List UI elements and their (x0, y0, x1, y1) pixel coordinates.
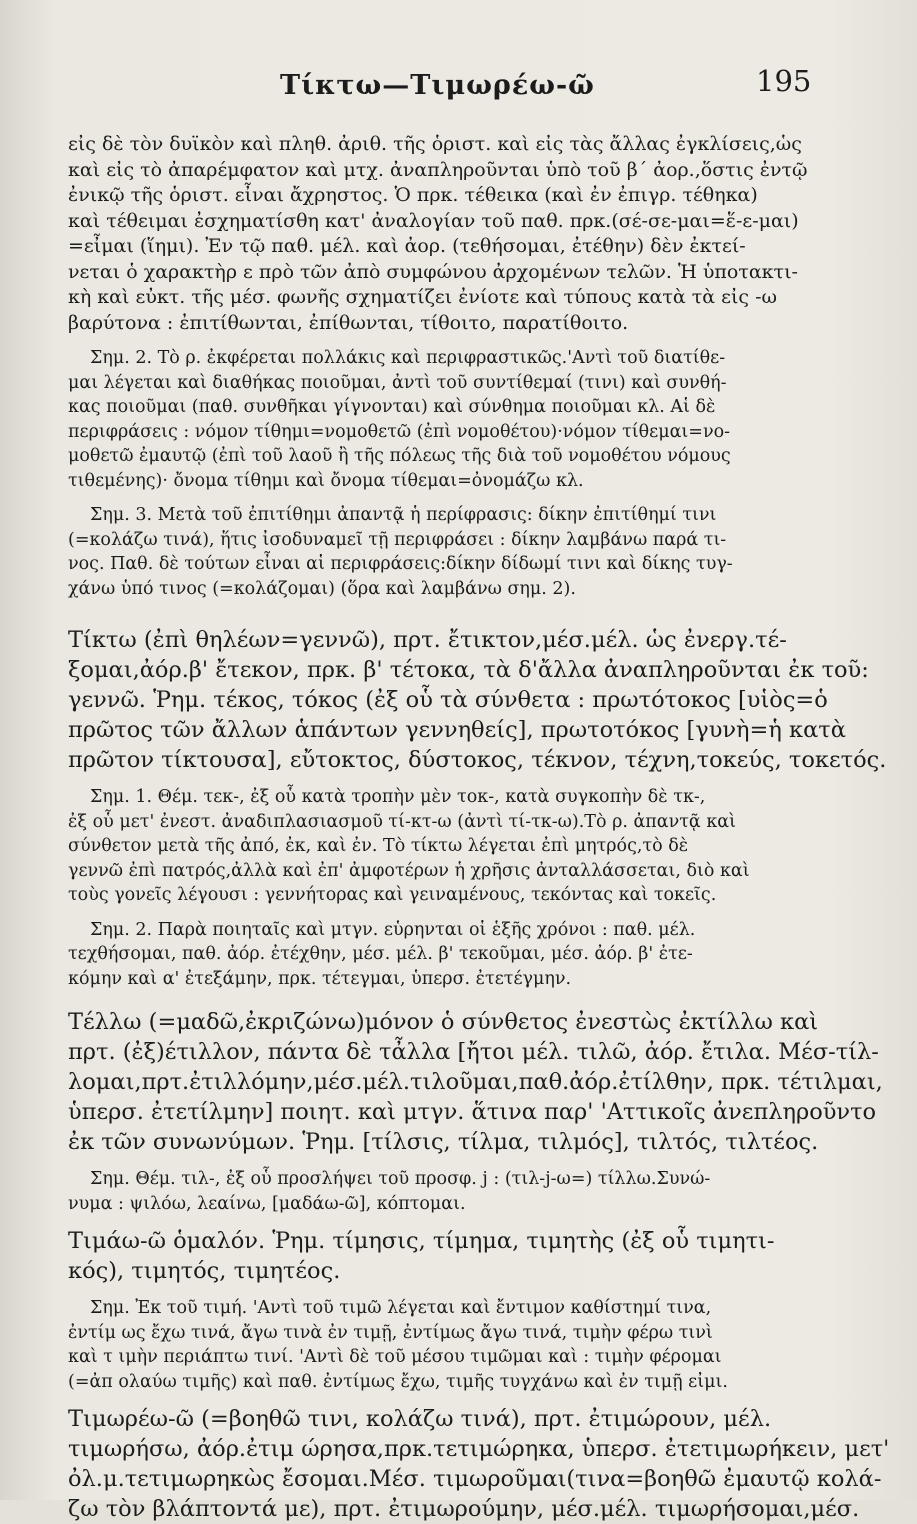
text-line: μοθετῶ ἐμαυτῷ (ἐπὶ τοῦ λαοῦ ἢ τῆς πόλεως τῆς διὰ τοῦ νομοθέτου νόμους (68, 446, 731, 466)
page-body (68, 132, 890, 1522)
note-2 (68, 346, 858, 493)
text-line: πρῶτον τίκτουσα], εὔτοκτος, δύστοκος, τέκνον, τέχνη,τοκεύς, τοκετός. (68, 747, 887, 773)
text-line: κόμην καὶ α' ἐτεξάμην, πρκ. τέτεγμαι, ὑπερσ. ἐτετέγμην. (68, 968, 572, 989)
running-head (0, 64, 917, 120)
text-line: Σημ. Ἐκ τοῦ τιμή. 'Αντὶ τοῦ τιμῶ λέγεται καὶ ἔντιμον καθίστημί τινα, (90, 1298, 712, 1318)
text-line: καὶ τέθειμαι ἐσχηματίσθη κατ' ἀναλογίαν τοῦ παθ. πρκ.(σέ-σε-μαι=ἕ-ε-μαι) (68, 209, 799, 232)
text-line: λομαι,πρτ.ἐτιλλόμην,μέσ.μέλ.τιλοῦμαι,παθ.ἀόρ.ἐτίλθην, πρκ. τέτιλμαι, (68, 1069, 883, 1095)
text-line: σύνθετον μετὰ τῆς ἀπό, ἐκ, καὶ ἐν. Τὸ τίκτω λέγεται ἐπὶ μητρός,τὸ δὲ (68, 836, 689, 856)
text-line: Τιμωρέω-ῶ (=βοηθῶ τινι, κολάζω τινά), πρτ. ἐτιμώρουν, μέλ. (68, 1406, 772, 1432)
text-line: ζω τὸν βλάπτοντά με), πρτ. ἐτιμωρούμην, μέσ.μέλ. τιμωρήσομαι,μέσ. (68, 1496, 860, 1522)
text-line: (=ἀπ ολαύω τιμῆς) καὶ παθ. ἐντίμως ἔχω, τιμῆς τυγχάνω καὶ ἐν τιμῇ εἰμι. (68, 1371, 728, 1392)
text-line: ἐξ οὗ μετ' ἐνεστ. ἀναδιπλασιασμοῦ τί-κτ-ω (ἀντὶ τί-τκ-ω).Τὸ ρ. ἀπαντᾷ καὶ (68, 811, 736, 832)
entry-timoreo (68, 1404, 890, 1524)
text-line: =εἶμαι (ἵημι). Ἐν τῷ παθ. μέλ. καὶ ἀορ. (τεθήσομαι, ἐτέθην) δὲν ἐκτεί- (68, 235, 746, 257)
text-line: πρτ. (ἐξ)έτιλλον, πάντα δὲ τἆλλα [ἤτοι μέλ. τιλῶ, ἀόρ. ἔτιλα. Μέσ-τίλ- (68, 1039, 879, 1065)
text-line: καὶ εἰς τὸ ἀπαρέμφατον καὶ μτχ. ἀναπληροῦνται ὑπὸ τοῦ β΄ ἀορ.,ὅστις ἐντῷ (68, 158, 808, 181)
entry-tello (68, 1007, 883, 1157)
text-line: χάνω ὑπό τινος (=κολάζομαι) (ὅρα καὶ λαμβάνω σημ. 2). (68, 578, 576, 599)
text-line: γεννῶ ἐπὶ πατρός,ἀλλὰ καὶ ἐπ' ἀμφοτέρων ἡ χρῆσις ἀνταλλάσσεται, διὸ καὶ (68, 860, 750, 881)
text-line: Τιμάω-ῶ ὁμαλόν. Ῥημ. τίμησις, τίμημα, τιμητὴς (ἐξ οὗ τιμητι- (68, 1228, 775, 1254)
text-line: καὶ τ ιμὴν περιάπτω τινί. 'Αντὶ δὲ τοῦ μέσου τιμῶμαι καὶ : τιμὴν φέρομαι (68, 1347, 722, 1367)
text-line: Σημ. Θέμ. τιλ-, ἐξ οὗ προσλήψει τοῦ προσφ. j : (τιλ-j-ω=) τίλλω.Συνώ- (90, 1169, 711, 1189)
text-line: βαρύτονα : ἐπιτίθωνται, ἐπίθωνται, τίθοιτο, παρατίθοιτο. (68, 311, 629, 334)
text-line: περιφράσεις : νόμον τίθημι=νομοθετῶ (ἐπὶ νομοθέτου)·νόμον τίθεμαι=νο- (68, 421, 731, 442)
text-line: νεται ὁ χαρακτὴρ ε πρὸ τῶν ἀπὸ συμφώνου ἀρχομένων τελῶν. Ἡ ὑποτακτι- (68, 260, 798, 283)
text-line: κὴ καὶ εὐκτ. τῆς μέσ. φωνῆς σχηματίζει ἐνίοτε καὶ τύπους κατὰ τὰ εἰς -ω (68, 286, 778, 308)
text-line: ξομαι,ἀόρ.β' ἔτεκον, πρκ. β' τέτοκα, τὰ δ'ἄλλα ἀναπληροῦνται ἐκ τοῦ: (68, 657, 869, 683)
text-line: πρῶτος τῶν ἄλλων ἁπάντων γεννηθείς], πρωτοτόκος [γυνὴ=ἡ κατὰ (68, 717, 846, 743)
text-line: τοὺς γονεῖς λέγουσι : γεννήτορας καὶ γειναμένους, τεκόντας καὶ τοκεῖς. (68, 885, 717, 905)
text-line: Σημ. 2. Τὸ ρ. ἐκφέρεται πολλάκις καὶ περιφραστικῶς.'Αντὶ τοῦ διατίθε- (90, 348, 726, 368)
text-line: τιμωρήσω, ἀόρ.ἐτιμ ώρησα,πρκ.τετιμώρηκα, ὑπερσ. ἐτετιμωρήκειν, μετ' (68, 1436, 890, 1462)
running-title: Τίκτω—Τιμωρέω-ῶ (280, 70, 595, 101)
text-line: τιθεμένης)· ὄνομα τίθημι καὶ ὄνομα τίθεμαι=ὀνομάζω κλ. (68, 470, 584, 491)
text-line: τεχθήσομαι, παθ. ἀόρ. ἐτέχθην, μέσ. μέλ. β' τεκοῦμαι, μέσ. ἀόρ. β' ἐτε- (68, 944, 693, 964)
text-line: Σημ. 2. Παρὰ ποιηταῖς καὶ μτγν. εὑρηνται οἱ ἑξῆς χρόνοι : παθ. μέλ. (90, 919, 696, 940)
entry-tikto (68, 625, 887, 775)
text-line: Σημ. 1. Θέμ. τεκ-, ἐξ οὗ κατὰ τροπὴν μὲν τοκ-, κατὰ συγκοπὴν δὲ τκ-, (90, 787, 706, 807)
text-line: κός), τιμητός, τιμητέος. (68, 1258, 341, 1284)
text-line: ἐντίμ ως ἔχω τινά, ἄγω τινὰ ἐν τιμῇ, ἐντίμως ἄγω τινά, τιμὴν φέρω τινὶ (68, 1322, 713, 1343)
text-line: Τέλλω (=μαδῶ,ἐκριζώνω)μόνον ὁ σύνθετος ἐνεστὼς ἐκτίλλω καὶ (68, 1009, 819, 1035)
text-line: ἐνικῷ τῆς ὁριστ. εἶναι ἄχρηστος. Ὁ πρκ. τέθεικα (καὶ ἐν ἐπιγρ. τέθηκα) (68, 184, 758, 206)
text-line: ὀλ.μ.τετιμωρηκὼς ἔσομαι.Μέσ. τιμωροῦμαι(τινα=βοηθῶ ἐμαυτῷ κολά- (68, 1466, 882, 1492)
text-block-continuation (68, 132, 858, 336)
text-line: Σημ. 3. Μετὰ τοῦ ἐπιτίθημι ἀπαντᾷ ἡ περίφρασις: δίκην ἐπιτίθημί τινι (90, 505, 717, 525)
text-line: εἰς δὲ τὸν δυϊκὸν καὶ πληθ. ἀριθ. τῆς ὁριστ. καὶ εἰς τὰς ἄλλας ἐγκλίσεις,ὡς (68, 133, 802, 155)
note-tikto-1 (68, 785, 858, 908)
page-number: 195 (756, 64, 812, 98)
note-timao (68, 1296, 858, 1394)
note-tikto-2 (68, 918, 858, 992)
text-line: γεννῶ. Ῥημ. τέκος, τόκος (ἐξ οὗ τὰ σύνθετα : πρωτότοκος [υἱὸς=ὁ (68, 687, 828, 713)
text-line: ἐκ τῶν συνωνύμων. Ῥημ. [τίλσις, τίλμα, τιλμός], τιλτός, τιλτέος. (68, 1129, 819, 1155)
text-line: νυμα : ψιλόω, λεαίνω, [μαδάω-ῶ], κόπτομαι. (68, 1193, 466, 1214)
text-line: (=κολάζω τινά), ἥτις ἰσοδυναμεῖ τῇ περιφράσει : δίκην λαμβάνω παρά τι- (68, 529, 727, 550)
text-line: νος. Παθ. δὲ τούτων εἶναι αἱ περιφράσεις:δίκην δίδωμί τινι καὶ δίκης τυγ- (68, 554, 733, 574)
entry-timao (68, 1226, 858, 1286)
text-line: κας ποιοῦμαι (παθ. συνθῆκαι γίγνονται) καὶ σύνθημα ποιοῦμαι κλ. Αἱ δὲ (68, 397, 716, 417)
text-line: Τίκτω (ἐπὶ θηλέων=γεννῶ), πρτ. ἔτικτον,μέσ.μέλ. ὡς ἐνεργ.τέ- (68, 627, 787, 653)
note-3 (68, 503, 858, 601)
note-tello (68, 1167, 858, 1216)
text-line: μαι λέγεται καὶ διαθήκας ποιοῦμαι, ἀντὶ τοῦ συντίθεμαί (τινι) καὶ συνθή- (68, 372, 727, 393)
text-line: ὑπερσ. ἐτετίλμην] ποιητ. καὶ μτγν. ἅτινα παρ' 'Αττικοῖς ἀνεπληροῦντο (68, 1099, 877, 1125)
